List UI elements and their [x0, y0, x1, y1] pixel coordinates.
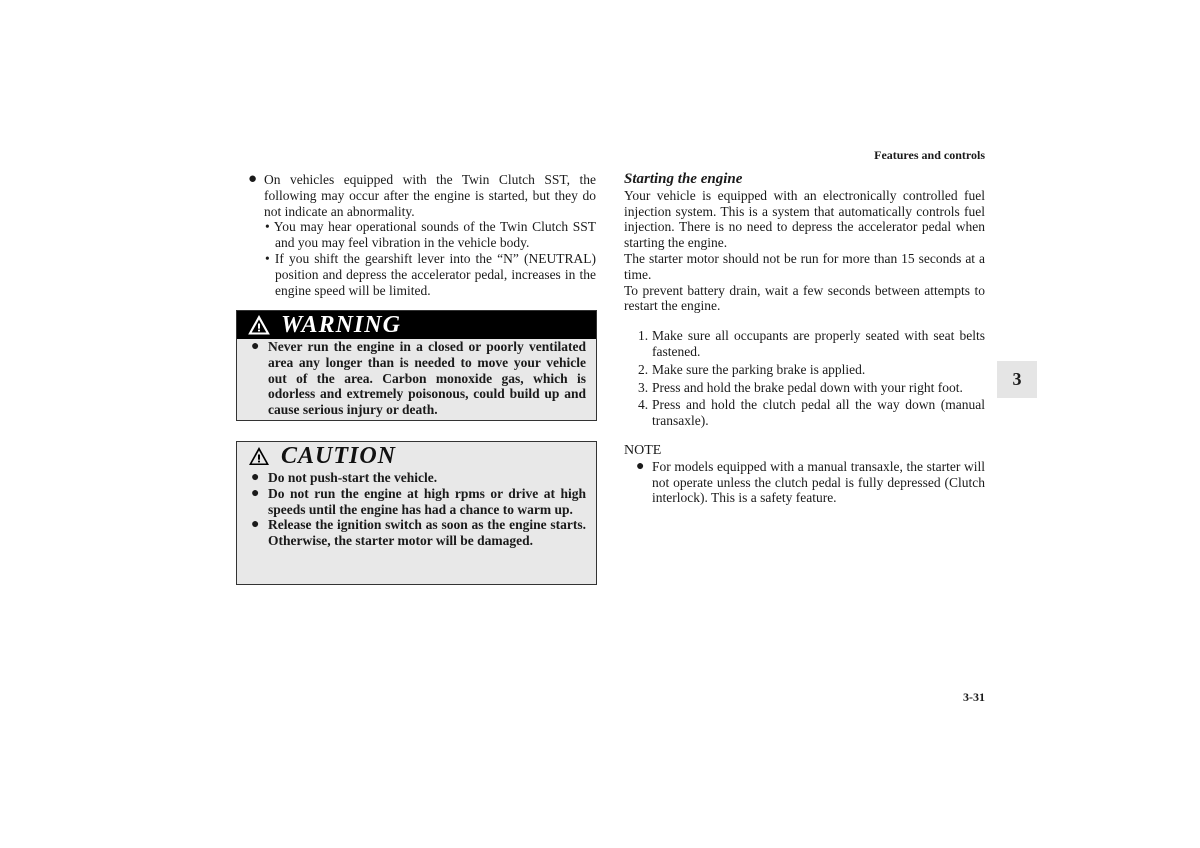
step-text: Press and hold the clutch pedal all the way down (manual transaxle). [652, 397, 985, 429]
step-item [624, 380, 985, 396]
bullet-icon: ● [636, 458, 645, 474]
step-number: 4. [638, 397, 649, 413]
step-number: 1. [638, 328, 649, 344]
intro-bullet-text: On vehicles equipped with the Twin Clutch SST, the following may occur after the engine is started, but they do not indicate an abnormality. [264, 172, 596, 219]
steps-list [624, 328, 985, 429]
paragraph: Your vehicle is equipped with an electronically controlled fuel injection system. This is a system that automatically controls fuel injection. There is no need to depress the accelerator pedal when starting the engine. [624, 187, 985, 251]
warning-item-text: Never run the engine in a closed or poorly ventilated area any longer than is needed to move your vehicle out of the area. Carbon monoxide gas, which is odorless and extremely poisonous, could build up and cause serious injury or death. [268, 339, 586, 418]
chapter-tab: 3 [997, 361, 1037, 398]
note-label: NOTE [624, 442, 662, 458]
caution-box [236, 441, 597, 585]
caution-item [251, 470, 586, 486]
step-number: 3. [638, 379, 649, 395]
bullet-icon: ● [248, 171, 258, 187]
bullet-icon: ● [251, 470, 260, 485]
note-item [624, 459, 985, 506]
warning-body [237, 339, 596, 422]
starting-engine-section [624, 172, 985, 506]
step-number: 2. [638, 361, 649, 377]
caution-item [251, 517, 586, 549]
warning-box [236, 310, 597, 421]
step-text: Press and hold the brake pedal down with your right foot. [652, 379, 963, 395]
bullet-icon: ● [251, 339, 260, 354]
page-header: Features and controls [874, 148, 985, 162]
caution-item-text: Release the ignition switch as soon as the engine starts. Otherwise, the starter motor will be damaged. [268, 517, 586, 549]
caution-title: CAUTION [281, 443, 397, 469]
caution-header [237, 442, 596, 470]
bullet-icon: ● [251, 485, 260, 501]
warning-title: WARNING [281, 312, 401, 338]
intro-section [248, 172, 596, 298]
caution-item-text: Do not push-start the vehicle. [268, 470, 438, 485]
caution-item [251, 486, 586, 518]
bullet-icon: ● [251, 517, 260, 533]
paragraph: The starter motor should not be run for more than 15 seconds at a time. [624, 250, 985, 282]
step-text: Make sure the parking brake is applied. [652, 361, 866, 377]
page-number: 3-31 [963, 690, 985, 704]
warning-triangle-icon [248, 315, 270, 335]
section-title: Starting the engine [624, 171, 743, 187]
note-text: For models equipped with a manual transaxle, the starter will not operate unless the clutch pedal is fully depressed (Clutch interlock). This is a safety feature. [652, 458, 985, 506]
caution-body [237, 470, 596, 553]
caution-triangle-icon [248, 446, 270, 466]
step-item [624, 397, 985, 429]
intro-bullet-item [248, 172, 596, 219]
warning-item [251, 339, 586, 418]
step-item [624, 328, 985, 360]
sub-item: • You may hear operational sounds of the Twin Clutch SST and you may feel vibration in the vehicle body. [265, 219, 596, 251]
step-text: Make sure all occupants are properly seated with seat belts fastened. [652, 328, 985, 359]
caution-item-text: Do not run the engine at high rpms or drive at high speeds until the engine has had a chance to warm up. [268, 485, 586, 517]
sub-item: • If you shift the gearshift lever into the “N” (NEUTRAL) position and depress the accelerator pedal, increases in the engine speed will be limited. [265, 250, 596, 298]
paragraph: To prevent battery drain, wait a few seconds between attempts to restart the engine. [624, 282, 985, 314]
step-item [624, 362, 985, 378]
warning-header [237, 311, 596, 339]
